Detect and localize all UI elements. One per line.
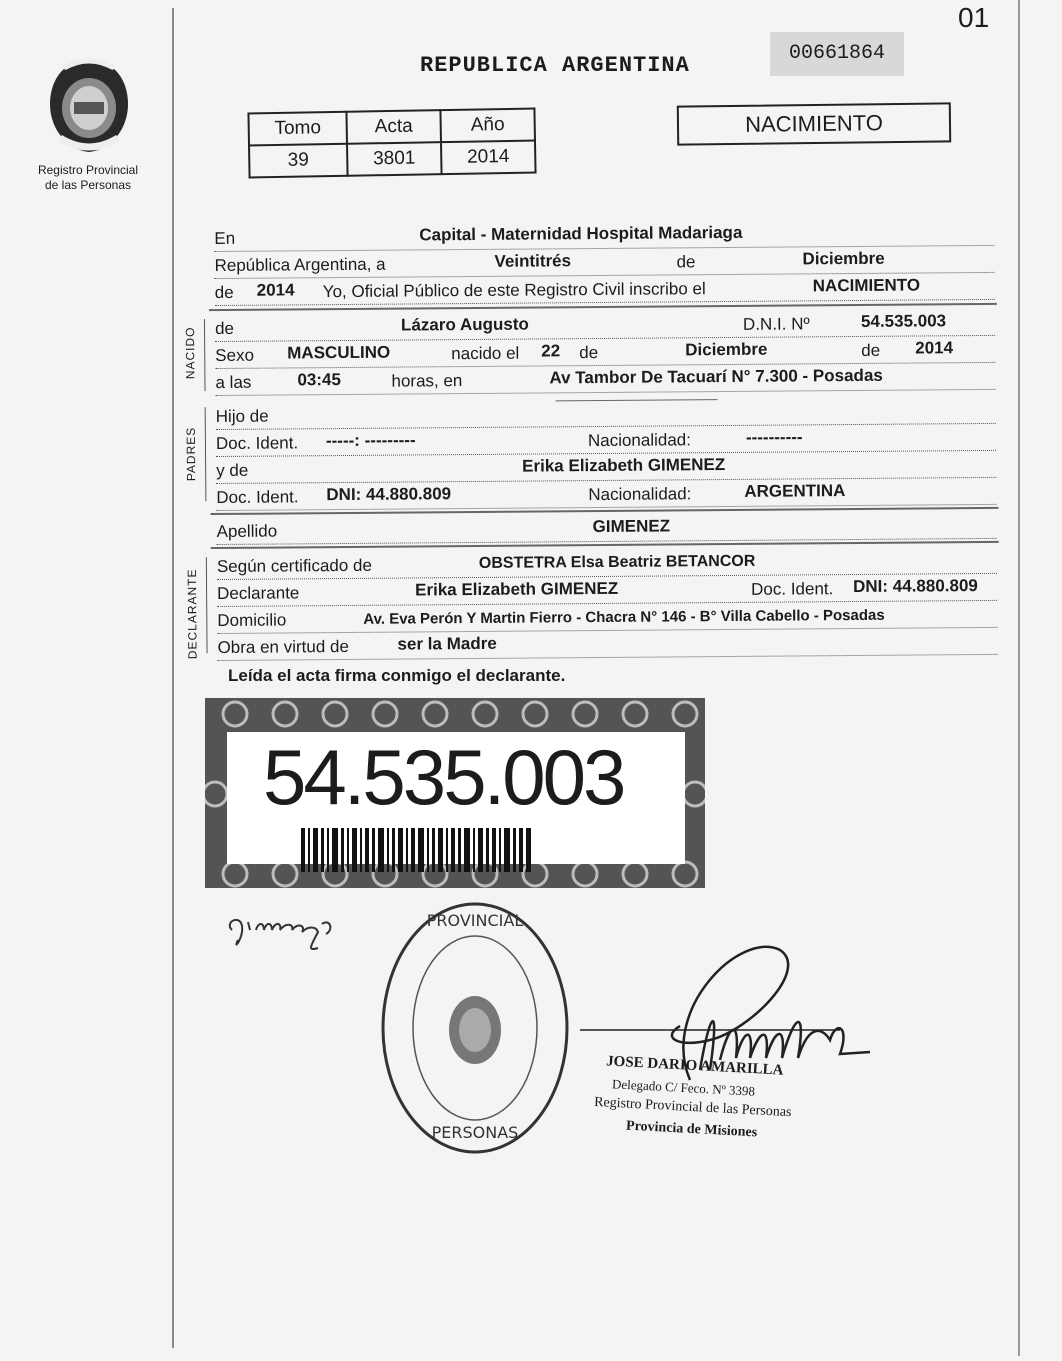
value-declarant-doc: DNI: 44.880.809: [853, 576, 978, 597]
label-obra: Obra en virtud de: [217, 636, 349, 658]
label-apellido: Apellido: [216, 521, 278, 542]
side-label-padres: PADRES: [183, 426, 199, 482]
value-birth-place: Av Tambor De Tacuarí N° 7.300 - Posadas: [549, 365, 883, 388]
declarante-bracket: [206, 557, 208, 653]
padres-bracket: [205, 407, 207, 501]
label-de: de: [676, 252, 696, 272]
registry-line-2: de las Personas: [44, 178, 132, 192]
label-de2: de: [579, 343, 599, 363]
label-de3: de: [861, 340, 881, 360]
value-day-words: Veintitrés: [494, 251, 572, 271]
dni-label: [227, 732, 685, 864]
value-birth-day: 22: [541, 341, 561, 361]
svg-text:PROVINCIAL: PROVINCIAL: [426, 911, 524, 930]
closing-statement: Leída el acta firma conmigo el declarante.: [228, 666, 566, 685]
page-number: 01: [958, 2, 990, 33]
value-certificate: OBSTETRA Elsa Beatriz BETANCOR: [478, 552, 756, 572]
value-declarant: Erika Elizabeth GIMENEZ: [415, 578, 619, 600]
declarant-signature: [222, 900, 352, 960]
value-place: Capital - Maternidad Hospital Madariaga: [419, 222, 743, 245]
label-horas: horas, en: [391, 371, 463, 391]
label-doc3: Doc. Ident.: [751, 579, 834, 599]
value-surname: GIMENEZ: [592, 516, 671, 537]
value-act: NACIMIENTO: [812, 275, 921, 296]
label-hijo: Hijo de: [215, 406, 269, 427]
label-alas: a las: [215, 372, 252, 393]
book-header-anio: Año: [440, 109, 535, 143]
side-label-declarante: DECLARANTE: [184, 568, 200, 660]
label-nacido: nacido el: [451, 343, 520, 364]
value-name: Lázaro Augusto: [400, 314, 529, 335]
value-father-doc: -----: ---------: [325, 430, 416, 451]
label-declarante: Declarante: [217, 583, 300, 604]
side-label-nacido: NACIDO: [183, 326, 198, 380]
book-value-acta: 3801: [347, 142, 442, 176]
value-mother-name: Erika Elizabeth GIMENEZ: [522, 455, 726, 476]
svg-text:PERSONAS: PERSONAS: [431, 1123, 519, 1142]
dni-label-number: 54.535.003: [263, 733, 624, 821]
registry-line-1: Registro Provincial: [37, 163, 139, 177]
row-inscribe: [215, 273, 995, 306]
official-registry: Registro Provincial de las Personas: [593, 1094, 792, 1121]
row-time-place: [215, 363, 995, 396]
official-role: Delegado C/ Feco. Nº 3398: [611, 1076, 756, 1099]
serial-number: 00661864: [770, 32, 904, 76]
label-yde: y de: [216, 460, 249, 481]
label-en: En: [214, 228, 236, 249]
official-name: JOSE DARIO AMARILLA: [605, 1053, 784, 1079]
label-doc1: Doc. Ident.: [215, 433, 299, 454]
row-surname: [217, 512, 997, 545]
book-value-anio: 2014: [441, 141, 536, 175]
value-capacity: ser la Madre: [397, 633, 497, 654]
label-nac1: Nacionalidad:: [587, 430, 692, 451]
act-type-box: NACIMIENTO: [677, 102, 951, 145]
label-sexo: Sexo: [215, 345, 255, 366]
book-value-tomo: 39: [249, 144, 348, 178]
label-de-name: de: [214, 318, 235, 339]
label-doc2: Doc. Ident.: [216, 487, 299, 508]
official-province: Provincia de Misiones: [625, 1118, 758, 1141]
value-time: 03:45: [297, 370, 341, 390]
label-oficial: Yo, Oficial Público de este Registro Civil inscribo el: [322, 279, 706, 302]
value-sex: MASCULINO: [287, 342, 391, 363]
label-segun: Según certificado de: [216, 555, 372, 577]
book-header-acta: Acta: [346, 110, 441, 144]
label-nac2: Nacionalidad:: [588, 484, 692, 505]
value-month: Diciembre: [802, 248, 885, 269]
value-mother-doc: DNI: 44.880.809: [326, 484, 452, 505]
row-mother-doc: [216, 478, 996, 511]
value-dni: 54.535.003: [860, 311, 947, 331]
label-domicilio: Domicilio: [217, 610, 287, 631]
label-republica: República Argentina, a: [214, 254, 386, 276]
value-father-nat: ----------: [745, 427, 803, 447]
value-birth-year: 2014: [915, 338, 954, 358]
value-year: 2014: [256, 280, 295, 300]
value-address: Av. Eva Perón Y Martin Fierro - Chacra N° 146 - B° Villa Cabello - Posadas: [363, 606, 885, 628]
dni-sticker: [205, 698, 705, 888]
value-mother-nat: ARGENTINA: [744, 481, 846, 501]
barcode: [301, 828, 601, 872]
document-title: REPUBLICA ARGENTINA: [420, 53, 690, 78]
label-dni: D.N.I. Nº: [742, 314, 810, 334]
label-de-year: de: [214, 282, 234, 303]
value-birth-month: Diciembre: [685, 339, 768, 360]
book-header-tomo: Tomo: [248, 112, 347, 146]
row-capacity: [217, 628, 997, 661]
nacido-bracket: [204, 319, 206, 391]
